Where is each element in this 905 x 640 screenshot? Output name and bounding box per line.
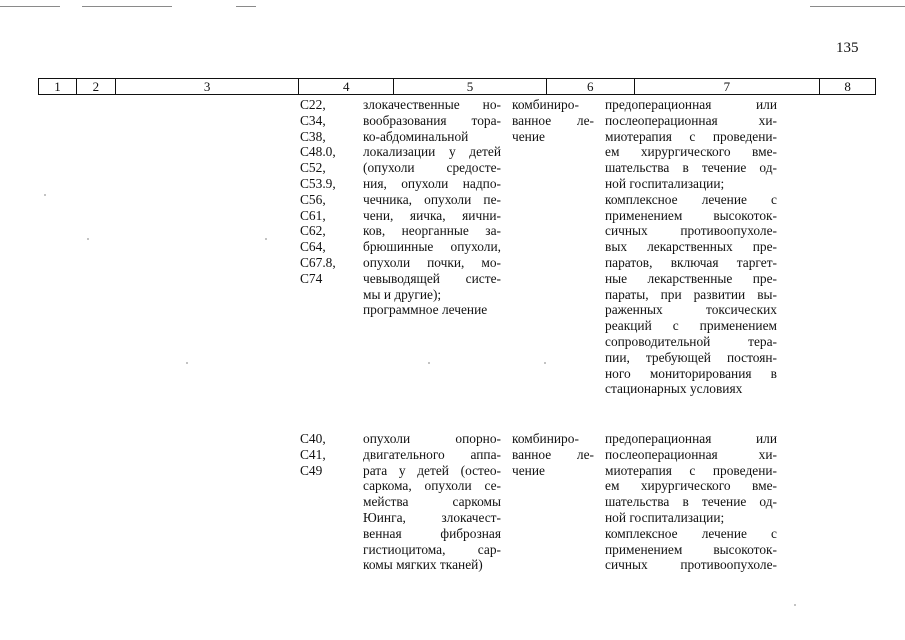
condition-line: двигательного аппа-: [363, 446, 501, 462]
treatment-method-cell: [605, 97, 777, 397]
method-line: применением высокоток-: [605, 207, 777, 223]
method-line: предоперационная или: [605, 97, 777, 112]
condition-line: чечника, опухоли пе-: [363, 191, 501, 207]
treatment-type-line: ванное ле-: [512, 112, 594, 128]
icd-code: C67.8,: [300, 254, 336, 270]
icd-code: C74: [300, 270, 323, 286]
column-header-3: 3: [116, 79, 300, 94]
method-line: ем хирургического вме-: [605, 144, 777, 160]
column-header-1: 1: [39, 79, 77, 94]
method-line: раженных токсических: [605, 302, 777, 318]
treatment-type-line: ванное ле-: [512, 446, 594, 462]
method-line: паратов, включая таргет-: [605, 254, 777, 270]
icd-codes-cell: [300, 97, 354, 287]
condition-line: венная фиброзная: [363, 525, 501, 541]
page-number: 135: [836, 40, 859, 56]
method-line: комплексное лечение с: [605, 525, 777, 541]
method-line: ные лекарственные пре-: [605, 270, 777, 286]
scan-speck: [544, 362, 546, 364]
icd-code: C53.9,: [300, 175, 336, 191]
method-line: сопроводительной тера-: [605, 333, 777, 349]
icd-code: C38,: [300, 128, 326, 144]
treatment-type-line: чение: [512, 128, 545, 144]
icd-code: C52,: [300, 160, 326, 176]
column-header-6: 6: [547, 79, 635, 94]
condition-line: вообразования тора-: [363, 112, 501, 128]
column-header-4: 4: [299, 79, 394, 94]
icd-code: C41,: [300, 446, 326, 462]
method-line: ного мониторирования в: [605, 365, 777, 381]
icd-codes-cell: [300, 431, 354, 478]
scan-artifact-line: [82, 6, 172, 7]
treatment-type-line: чение: [512, 462, 545, 478]
method-line: ем хирургического вме-: [605, 478, 777, 494]
icd-code: C62,: [300, 223, 326, 239]
icd-code: C22,: [300, 97, 326, 112]
scan-speck: [794, 604, 796, 606]
condition-line: гистиоцитома, сар-: [363, 541, 501, 557]
scan-artifact-line: [236, 6, 256, 7]
method-line: миотерапия с проведени-: [605, 462, 777, 478]
method-line: вых лекарственных пре-: [605, 239, 777, 255]
method-line: пии, требующей постоян-: [605, 349, 777, 365]
icd-code: C64,: [300, 239, 326, 255]
condition-line: опухоли опорно-: [363, 431, 501, 446]
icd-code: C49: [300, 462, 323, 478]
condition-line: чевыводящей систе-: [363, 270, 501, 286]
condition-line: опухоли почки, мо-: [363, 254, 501, 270]
condition-line: ков, неорганные за-: [363, 223, 501, 239]
method-line: реакций с применением: [605, 318, 777, 334]
condition-line: программное лечение: [363, 302, 488, 318]
condition-cell: [363, 97, 501, 318]
condition-line: брюшинные опухоли,: [363, 239, 501, 255]
condition-line: мы и другие);: [363, 286, 442, 302]
condition-line: (опухоли средосте-: [363, 160, 501, 176]
icd-code: C48.0,: [300, 144, 336, 160]
scan-speck: [428, 362, 430, 364]
scan-speck: [44, 194, 46, 196]
column-header-5: 5: [394, 79, 547, 94]
column-header-2: 2: [77, 79, 116, 94]
method-line: послеоперационная хи-: [605, 446, 777, 462]
table-header-row: [38, 78, 876, 95]
condition-line: локализации у детей: [363, 144, 501, 160]
condition-line: мейства саркомы: [363, 494, 501, 510]
condition-line: ния, опухоли надпо-: [363, 175, 501, 191]
column-header-8: 8: [844, 79, 851, 94]
scan-speck: [87, 238, 89, 240]
icd-code: C34,: [300, 112, 326, 128]
treatment-type-line: комбиниро-: [512, 97, 579, 112]
method-line: параты, при развитии вы-: [605, 286, 777, 302]
method-line: шательства в течение од-: [605, 160, 777, 176]
condition-line: чени, яичка, яични-: [363, 207, 501, 223]
method-line: применением высокоток-: [605, 541, 777, 557]
condition-line: ко-абдоминальной: [363, 128, 469, 144]
treatment-type-cell: [512, 97, 594, 144]
condition-line: саркома, опухоли се-: [363, 478, 501, 494]
method-line: сичных противоопухоле-: [605, 557, 777, 573]
method-line: предоперационная или: [605, 431, 777, 446]
icd-code: C40,: [300, 431, 326, 446]
scan-speck: [186, 362, 188, 364]
method-line: ной госпитализации;: [605, 509, 725, 525]
scan-artifact-line: [810, 6, 905, 7]
column-header-7: 7: [635, 79, 821, 94]
method-line: шательства в течение од-: [605, 494, 777, 510]
method-line: ной госпитализации;: [605, 175, 725, 191]
treatment-type-cell: [512, 431, 594, 478]
method-line: стационарных условиях: [605, 381, 743, 397]
treatment-type-line: комбиниро-: [512, 431, 579, 446]
icd-code: C61,: [300, 207, 326, 223]
method-line: сичных противоопухоле-: [605, 223, 777, 239]
scan-speck: [265, 238, 267, 240]
method-line: комплексное лечение с: [605, 191, 777, 207]
icd-code: C56,: [300, 191, 326, 207]
scan-artifact-line: [0, 6, 60, 7]
condition-line: рата у детей (остео-: [363, 462, 501, 478]
method-line: послеоперационная хи-: [605, 112, 777, 128]
treatment-method-cell: [605, 431, 777, 573]
condition-line: злокачественные но-: [363, 97, 501, 112]
condition-line: комы мягких тканей): [363, 557, 483, 573]
method-line: миотерапия с проведени-: [605, 128, 777, 144]
condition-line: Юинга, злокачест-: [363, 509, 501, 525]
condition-cell: [363, 431, 501, 573]
